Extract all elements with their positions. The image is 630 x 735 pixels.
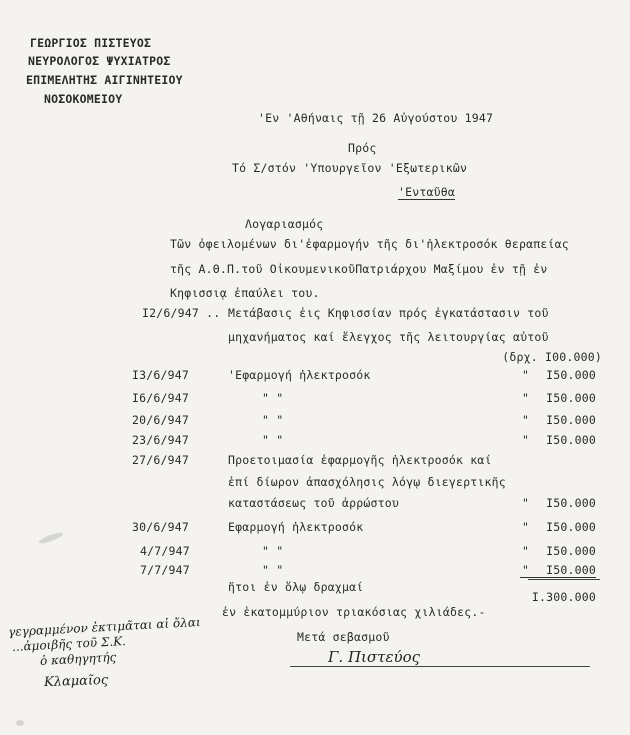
entry-text: μηχανήματος καί ἔλεγχος τῆς λειτουργίας αὐτοῦ [228, 330, 549, 344]
entry-amount: (δρχ. I00.000) [502, 350, 602, 364]
handwritten-note-line: ὁ καθηγητής [39, 650, 117, 668]
scan-mark [16, 720, 24, 726]
entry-amount: I50.000 [546, 496, 596, 510]
recipient-pros: Πρός [348, 141, 377, 155]
ditto-mark: " [522, 433, 530, 447]
date-line: 'Εν 'Αθήναις τῇ 26 Αὐγούστου 1947 [258, 111, 494, 125]
total-in-words: ἐν ἑκατομμύριον τριακόσιας χιλιάδες.- [222, 605, 486, 619]
recipient-place: 'Ενταῦθα [398, 185, 455, 199]
intro-line-2: τῆς Α.Θ.Π.τοῦ ΟἰκουμενικοῦΠατριάρχου Μαξίμου ἐν τῇ ἐν [170, 262, 548, 276]
account-title: Λογαριασμός [245, 217, 324, 231]
letterhead-specialty: ΝΕΥΡΟΛΟΓΟΣ ΨΥΧΙΑΤΡΟΣ [28, 54, 171, 68]
letterhead-position: ΕΠΙΜΕΛΗΤΗΣ ΑΙΓΙΝΗΤΕΙΟΥ [26, 73, 183, 87]
ditto-mark: " [522, 563, 530, 577]
signature-line [290, 666, 590, 667]
entry-date: 30/6/947 [132, 520, 189, 534]
total-amount: I.300.000 [531, 590, 596, 604]
ditto-mark: " [522, 544, 530, 558]
handwritten-note-line: γεγραμμένον ἐκτιμᾶται αἱ ὄλαι [7, 614, 201, 640]
intro-line-1: Τῶν ὀφειλομένων δι'ἐφαρμογήν τῆς δι'ἠλεκτροσόκ θεραπείας [170, 237, 569, 251]
entry-text: " " [262, 413, 284, 427]
scan-mark [38, 531, 64, 546]
entry-amount: I50.000 [546, 391, 596, 405]
entry-date: I6/6/947 [132, 391, 189, 405]
entry-date: I2/6/947 .. [142, 306, 221, 320]
entry-amount: I50.000 [546, 368, 596, 382]
entry-text: καταστάσεως τοῦ ἀρρώστου [228, 496, 399, 510]
handwritten-note-line: ...ἀμοιβῆς τοῦ Σ.Κ. [11, 634, 127, 654]
entry-text: " " [262, 544, 284, 558]
ditto-mark: " [522, 496, 530, 510]
ditto-mark: " [522, 368, 530, 382]
entry-date: 4/7/947 [140, 544, 190, 558]
total-label: ἤτοι ἐν ὅλῳ δραχμαί [228, 580, 364, 594]
entry-text: ἐπί δίωρον ἀπασχόλησις λόγῳ διεγερτικῆς [228, 475, 506, 489]
entry-date: 20/6/947 [132, 413, 189, 427]
letterhead-hospital: ΝΟΣΟΚΟΜΕΙΟΥ [44, 92, 123, 106]
ditto-mark: " [522, 520, 530, 534]
handwritten-note-line: Κλαμαῖος [43, 672, 109, 691]
entry-text: " " [262, 563, 284, 577]
entry-amount: I50.000 [546, 520, 596, 534]
entry-date: 7/7/947 [140, 563, 190, 577]
entry-amount: I50.000 [546, 433, 596, 447]
entry-text: " " [262, 433, 284, 447]
letterhead-name: ΓΕΩΡΓΙΟΣ ΠΙΣΤΕΥΟΣ [30, 36, 152, 50]
intro-line-3: Κηφισσιᾳ ἐπαύλει του. [170, 286, 320, 300]
entry-amount: I50.000 [520, 563, 596, 578]
ditto-mark: " [522, 391, 530, 405]
entry-text: Προετοιμασία ἐφαρμογῆς ἠλεκτροσόκ καί [228, 453, 492, 467]
closing: Μετά σεβασμοῦ [297, 630, 390, 644]
ditto-mark: " [522, 413, 530, 427]
entry-text: Εφαρμογή ἠλεκτροσόκ [228, 520, 364, 534]
signature: Γ. Πιστεύος [328, 648, 421, 666]
recipient-ministry: Τό Σ/στόν 'Υπουργεῖον 'Εξωτερικῶν [232, 161, 468, 175]
entry-text: " " [262, 391, 284, 405]
sum-rule [528, 579, 600, 580]
entry-amount: I50.000 [546, 413, 596, 427]
entry-date: 23/6/947 [132, 433, 189, 447]
entry-amount: I50.000 [546, 544, 596, 558]
entry-text: Μετάβασις ἐις Κηφισσίαν πρός ἐγκατάστασιν τοῦ [228, 306, 549, 320]
entry-date: 27/6/947 [132, 453, 189, 467]
entry-text: 'Εφαρμογή ἠλεκτροσόκ [228, 368, 371, 382]
entry-date: I3/6/947 [132, 368, 189, 382]
